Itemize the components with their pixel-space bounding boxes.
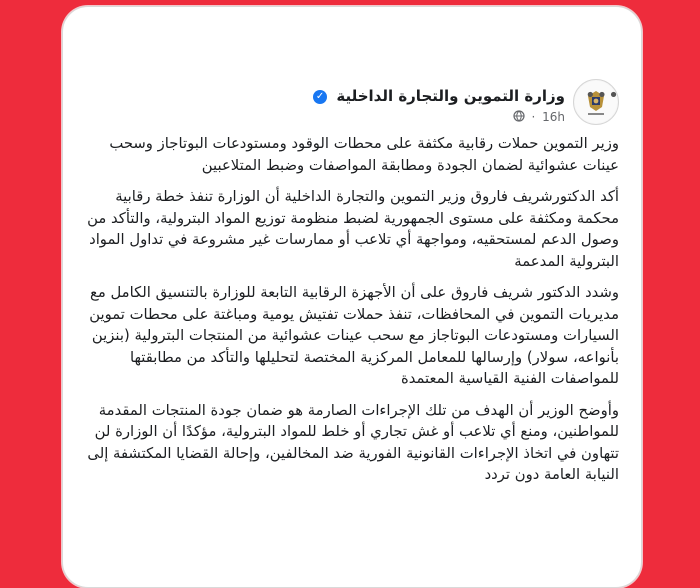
post-time[interactable]: 16h — [542, 110, 565, 124]
post-meta — [513, 110, 565, 125]
post-body — [85, 133, 619, 496]
post-paragraph: وشدد الدكتور شريف فاروق على أن الأجهزة الرقابية التابعة للوزارة بالتنسيق الكامل مع مديريات التموين في المحافظات، تنفذ حملات تفتيش يومية ومباغتة على محطات تموين السيارات ومستودعات البوتاجاز مع سحب عينات عشوائية من المنتجات البترولية (بنزين بأنواعه، سولار) وإرسالها للمعامل المركزية المختصة لتحليلها والتأكد من مطابقتها للمواصفات الفنية القياسية المعتمدة — [89, 284, 619, 387]
post-card — [62, 6, 642, 588]
post-header — [63, 79, 641, 135]
verified-badge-icon: ✓ — [313, 90, 327, 104]
post-paragraph: أكد الدكتورشريف فاروق وزير التموين والتجارة الداخلية أن الوزارة تنفذ خطة رقابية محكمة ومكثفة على مستوى الجمهورية لضبط منظومة توزيع المواد البترولية، والتأكد من وصول الدعم لمستحقيه، ومواجهة أي تلاعب أو ممارسات غير مشروعة في تداول المواد البترولية المدعمة — [87, 188, 619, 270]
globe-icon — [513, 110, 525, 125]
author-name[interactable]: وزارة التموين والتجارة الداخلية — [336, 87, 565, 105]
more-options-icon[interactable]: ••• — [585, 85, 620, 106]
meta-separator: · — [531, 110, 536, 124]
post-paragraph: وأوضح الوزير أن الهدف من تلك الإجراءات الصارمة هو ضمان جودة المنتجات المقدمة للمواطنين، ومنع أي تلاعب أو غش تجاري أو خلط للمواد البترولية، مؤكدًا أن الوزارة لن تتهاون في اتخاذ الإجراءات القانونية الفورية ضد المخالفين، وإحالة القضايا المكتشفة إلى النيابة العامة دون تردد — [87, 401, 619, 483]
post-paragraph: وزير التموين حملات رقابية مكثفة على محطات الوقود ومستودعات البوتاجاز وسحب عينات عشوائية لضمان الجودة ومطابقة المواصفات وضبط المتلاعبين — [109, 135, 619, 174]
post-author[interactable] — [313, 87, 565, 105]
